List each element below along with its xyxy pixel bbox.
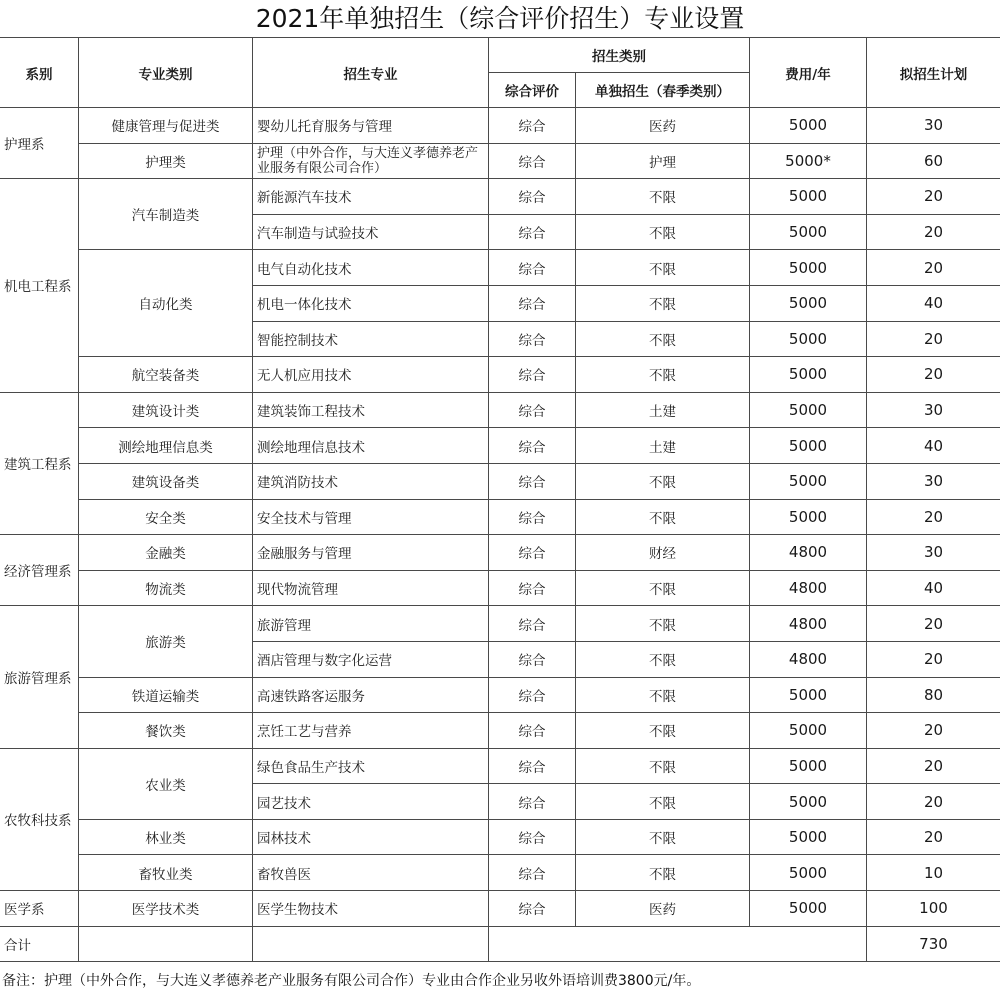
plan-cell: 20 (867, 321, 1000, 357)
table-row (0, 677, 1000, 713)
plan-cell: 30 (867, 463, 1000, 499)
single-cell: 不限 (576, 285, 750, 321)
plan-cell: 80 (867, 677, 1000, 713)
comprehensive-cell: 综合 (489, 606, 576, 642)
comprehensive-cell: 综合 (489, 463, 576, 499)
table-row (0, 392, 1000, 428)
dept-cell: 机电工程系 (0, 179, 79, 393)
table-row (0, 748, 1000, 784)
major-cell: 旅游管理 (253, 606, 489, 642)
category-cell: 畜牧业类 (79, 855, 253, 891)
category-cell: 安全类 (79, 499, 253, 535)
category-cell: 护理类 (79, 143, 253, 179)
dept-cell: 经济管理系 (0, 535, 79, 606)
major-cell: 新能源汽车技术 (253, 179, 489, 215)
fee-cell: 5000 (750, 891, 867, 927)
comprehensive-cell: 综合 (489, 855, 576, 891)
single-cell: 不限 (576, 570, 750, 606)
fee-cell: 5000 (750, 784, 867, 820)
comprehensive-cell: 综合 (489, 713, 576, 749)
plan-cell: 60 (867, 143, 1000, 179)
table-row (0, 179, 1000, 215)
single-cell: 不限 (576, 784, 750, 820)
fee-cell: 5000 (750, 108, 867, 144)
comprehensive-cell: 综合 (489, 179, 576, 215)
category-cell: 金融类 (79, 535, 253, 571)
plan-cell: 30 (867, 392, 1000, 428)
category-cell: 健康管理与促进类 (79, 108, 253, 144)
major-cell: 高速铁路客运服务 (253, 677, 489, 713)
comprehensive-cell: 综合 (489, 677, 576, 713)
single-cell: 财经 (576, 535, 750, 571)
table-row (0, 357, 1000, 393)
dept-cell: 医学系 (0, 891, 79, 927)
majors-table (0, 37, 1000, 962)
table-row (0, 713, 1000, 749)
major-cell: 无人机应用技术 (253, 357, 489, 393)
dept-cell: 建筑工程系 (0, 392, 79, 534)
category-cell: 测绘地理信息类 (79, 428, 253, 464)
major-cell: 园艺技术 (253, 784, 489, 820)
header-fee: 费用/年 (750, 38, 867, 108)
fee-cell: 4800 (750, 641, 867, 677)
single-cell: 不限 (576, 499, 750, 535)
plan-cell: 20 (867, 179, 1000, 215)
fee-cell: 5000 (750, 250, 867, 286)
comprehensive-cell: 综合 (489, 784, 576, 820)
single-cell: 不限 (576, 819, 750, 855)
plan-cell: 30 (867, 108, 1000, 144)
category-cell: 自动化类 (79, 250, 253, 357)
fee-cell: 5000 (750, 321, 867, 357)
fee-cell: 5000 (750, 713, 867, 749)
major-cell: 安全技术与管理 (253, 499, 489, 535)
comprehensive-cell: 综合 (489, 819, 576, 855)
single-cell: 不限 (576, 606, 750, 642)
single-cell: 不限 (576, 250, 750, 286)
plan-cell: 20 (867, 606, 1000, 642)
table-row (0, 143, 1000, 179)
header-type-comprehensive: 综合评价 (489, 73, 576, 108)
major-cell: 汽车制造与试验技术 (253, 214, 489, 250)
plan-cell: 40 (867, 285, 1000, 321)
single-cell: 不限 (576, 677, 750, 713)
fee-cell: 5000 (750, 677, 867, 713)
major-cell: 酒店管理与数字化运营 (253, 641, 489, 677)
total-empty-major (253, 926, 489, 962)
category-cell: 旅游类 (79, 606, 253, 677)
table-row (0, 891, 1000, 927)
comprehensive-cell: 综合 (489, 891, 576, 927)
table-row (0, 108, 1000, 144)
single-cell: 医药 (576, 108, 750, 144)
category-cell: 餐饮类 (79, 713, 253, 749)
fee-cell: 5000 (750, 463, 867, 499)
category-cell: 建筑设计类 (79, 392, 253, 428)
fee-cell: 4800 (750, 535, 867, 571)
fee-cell: 5000 (750, 179, 867, 215)
comprehensive-cell: 综合 (489, 143, 576, 179)
major-cell: 绿色食品生产技术 (253, 748, 489, 784)
fee-cell: 5000 (750, 748, 867, 784)
plan-cell: 20 (867, 819, 1000, 855)
comprehensive-cell: 综合 (489, 214, 576, 250)
comprehensive-cell: 综合 (489, 641, 576, 677)
category-cell: 建筑设备类 (79, 463, 253, 499)
table-row (0, 535, 1000, 571)
category-cell: 医学技术类 (79, 891, 253, 927)
footnote: 备注：护理（中外合作，与大连义孝德养老产业服务有限公司合作）专业由合作企业另收外语培训费3800元/年。 (2, 973, 701, 989)
table-row (0, 250, 1000, 286)
comprehensive-cell: 综合 (489, 535, 576, 571)
single-cell: 土建 (576, 428, 750, 464)
plan-cell: 20 (867, 214, 1000, 250)
major-cell: 建筑装饰工程技术 (253, 392, 489, 428)
single-cell: 不限 (576, 641, 750, 677)
comprehensive-cell: 综合 (489, 748, 576, 784)
single-cell: 不限 (576, 214, 750, 250)
major-cell: 婴幼儿托育服务与管理 (253, 108, 489, 144)
major-cell: 电气自动化技术 (253, 250, 489, 286)
plan-cell: 20 (867, 748, 1000, 784)
category-cell: 物流类 (79, 570, 253, 606)
fee-cell: 5000 (750, 214, 867, 250)
fee-cell: 5000 (750, 392, 867, 428)
header-plan: 拟招生计划 (867, 38, 1000, 108)
fee-cell: 5000 (750, 428, 867, 464)
plan-cell: 20 (867, 499, 1000, 535)
plan-cell: 20 (867, 784, 1000, 820)
single-cell: 土建 (576, 392, 750, 428)
total-label: 合计 (0, 926, 79, 962)
category-cell: 铁道运输类 (79, 677, 253, 713)
category-cell: 林业类 (79, 819, 253, 855)
single-cell: 医药 (576, 891, 750, 927)
header-major: 招生专业 (253, 38, 489, 108)
dept-cell: 护理系 (0, 108, 79, 179)
comprehensive-cell: 综合 (489, 499, 576, 535)
table-row (0, 606, 1000, 642)
header-row-1 (0, 38, 1000, 73)
comprehensive-cell: 综合 (489, 428, 576, 464)
major-cell: 金融服务与管理 (253, 535, 489, 571)
single-cell: 不限 (576, 321, 750, 357)
category-cell: 航空装备类 (79, 357, 253, 393)
table-row (0, 819, 1000, 855)
fee-cell: 5000 (750, 855, 867, 891)
plan-cell: 10 (867, 855, 1000, 891)
dept-cell: 旅游管理系 (0, 606, 79, 748)
total-empty-category (79, 926, 253, 962)
plan-cell: 100 (867, 891, 1000, 927)
table-row (0, 499, 1000, 535)
table-row (0, 428, 1000, 464)
table-row (0, 463, 1000, 499)
page-title: 2021年单独招生（综合评价招生）专业设置 (255, 4, 745, 33)
single-cell: 不限 (576, 357, 750, 393)
major-cell: 园林技术 (253, 819, 489, 855)
major-cell: 机电一体化技术 (253, 285, 489, 321)
fee-cell: 5000 (750, 285, 867, 321)
fee-cell: 5000 (750, 499, 867, 535)
total-empty-types (489, 926, 867, 962)
major-cell: 烹饪工艺与营养 (253, 713, 489, 749)
total-row (0, 926, 1000, 962)
header-dept: 系别 (0, 38, 79, 108)
major-cell: 护理（中外合作，与大连义孝德养老产业服务有限公司合作） (253, 143, 489, 179)
major-cell: 医学生物技术 (253, 891, 489, 927)
plan-cell: 40 (867, 428, 1000, 464)
dept-cell: 农牧科技系 (0, 748, 79, 890)
single-cell: 不限 (576, 463, 750, 499)
plan-cell: 40 (867, 570, 1000, 606)
fee-cell: 5000* (750, 143, 867, 179)
comprehensive-cell: 综合 (489, 357, 576, 393)
category-cell: 汽车制造类 (79, 179, 253, 250)
plan-cell: 20 (867, 713, 1000, 749)
header-type-group: 招生类别 (489, 38, 750, 73)
comprehensive-cell: 综合 (489, 285, 576, 321)
plan-cell: 30 (867, 535, 1000, 571)
header-category: 专业类别 (79, 38, 253, 108)
fee-cell: 4800 (750, 606, 867, 642)
single-cell: 不限 (576, 179, 750, 215)
major-cell: 测绘地理信息技术 (253, 428, 489, 464)
plan-cell: 20 (867, 357, 1000, 393)
comprehensive-cell: 综合 (489, 250, 576, 286)
header-type-single: 单独招生（春季类别） (576, 73, 750, 108)
major-cell: 现代物流管理 (253, 570, 489, 606)
single-cell: 不限 (576, 713, 750, 749)
fee-cell: 5000 (750, 357, 867, 393)
single-cell: 不限 (576, 855, 750, 891)
plan-cell: 20 (867, 250, 1000, 286)
comprehensive-cell: 综合 (489, 392, 576, 428)
comprehensive-cell: 综合 (489, 108, 576, 144)
table-row (0, 570, 1000, 606)
table-row (0, 855, 1000, 891)
fee-cell: 4800 (750, 570, 867, 606)
major-cell: 畜牧兽医 (253, 855, 489, 891)
major-cell: 建筑消防技术 (253, 463, 489, 499)
single-cell: 护理 (576, 143, 750, 179)
single-cell: 不限 (576, 748, 750, 784)
plan-cell: 20 (867, 641, 1000, 677)
fee-cell: 5000 (750, 819, 867, 855)
major-cell: 智能控制技术 (253, 321, 489, 357)
total-plan: 730 (867, 926, 1000, 962)
comprehensive-cell: 综合 (489, 570, 576, 606)
comprehensive-cell: 综合 (489, 321, 576, 357)
category-cell: 农业类 (79, 748, 253, 819)
